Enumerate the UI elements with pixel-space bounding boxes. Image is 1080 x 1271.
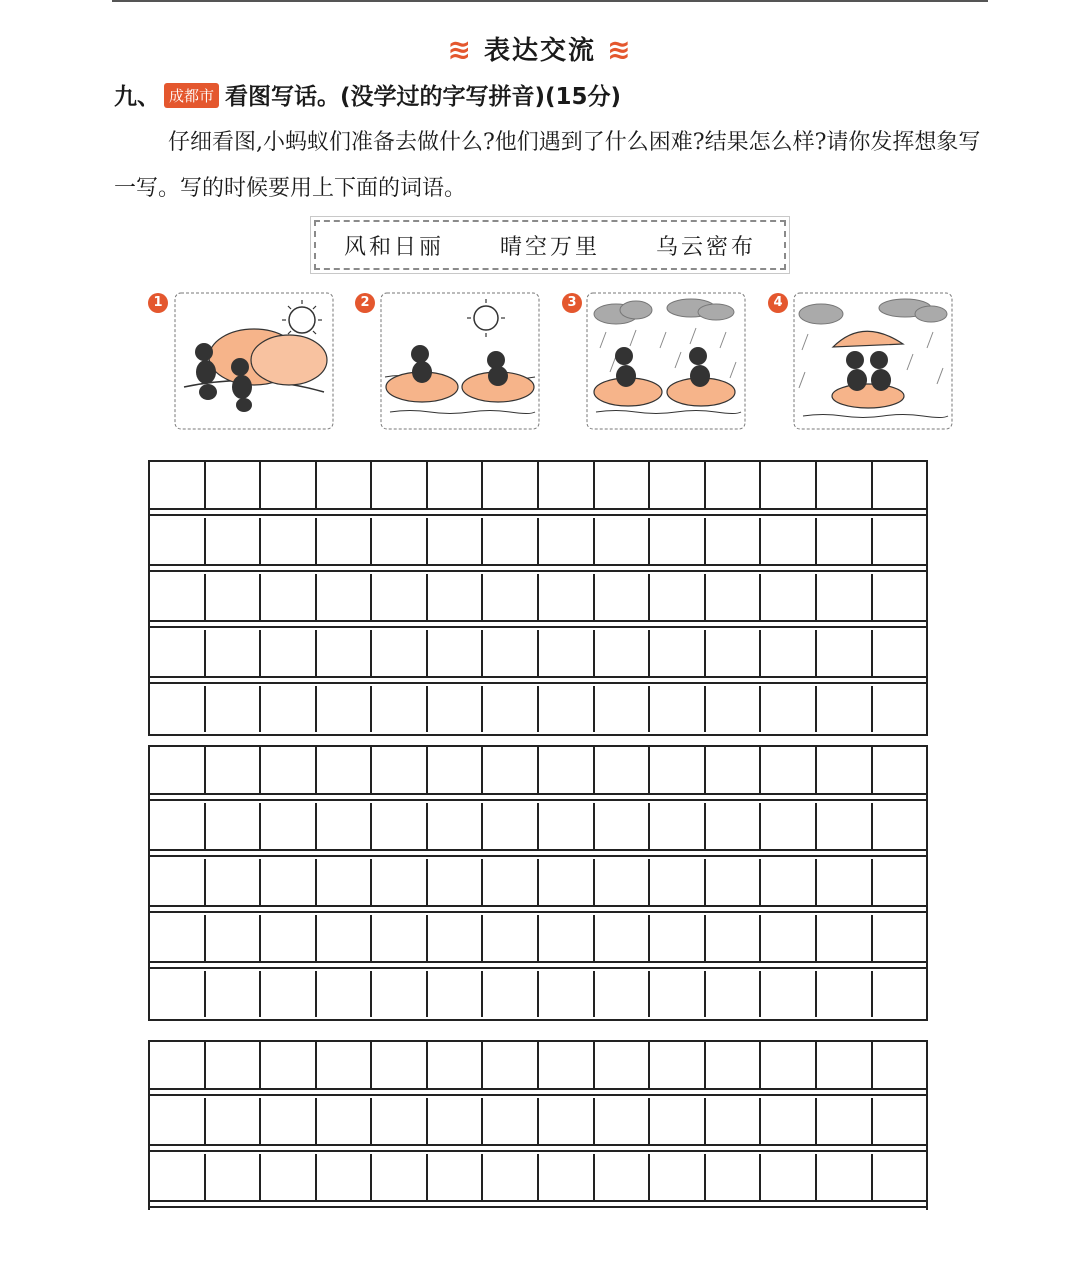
- writing-cell[interactable]: [483, 971, 539, 1017]
- writing-cell[interactable]: [150, 915, 206, 961]
- writing-cell[interactable]: [706, 915, 762, 961]
- writing-cell[interactable]: [650, 1042, 706, 1088]
- writing-cell[interactable]: [706, 859, 762, 905]
- writing-cell[interactable]: [706, 1042, 762, 1088]
- writing-cell[interactable]: [206, 686, 262, 732]
- writing-cell[interactable]: [372, 1154, 428, 1200]
- writing-cell[interactable]: [595, 859, 651, 905]
- writing-cell[interactable]: [595, 971, 651, 1017]
- writing-grid-block: [148, 460, 928, 736]
- writing-cell[interactable]: [372, 915, 428, 961]
- writing-cell[interactable]: [483, 1154, 539, 1200]
- writing-grid-row: [150, 630, 926, 676]
- writing-cell[interactable]: [539, 971, 595, 1017]
- writing-cell[interactable]: [817, 574, 873, 620]
- writing-cell[interactable]: [650, 462, 706, 508]
- row-separator: [150, 620, 926, 628]
- writing-cell[interactable]: [595, 630, 651, 676]
- row-separator: [150, 1088, 926, 1096]
- writing-cell[interactable]: [483, 518, 539, 564]
- writing-cell[interactable]: [317, 1154, 373, 1200]
- writing-cell[interactable]: [873, 915, 927, 961]
- writing-cell[interactable]: [261, 747, 317, 793]
- writing-cell[interactable]: [317, 915, 373, 961]
- writing-cell[interactable]: [317, 518, 373, 564]
- writing-cell[interactable]: [372, 630, 428, 676]
- row-separator: [150, 1144, 926, 1152]
- writing-cell[interactable]: [317, 630, 373, 676]
- row-separator: [150, 961, 926, 969]
- writing-cell[interactable]: [817, 518, 873, 564]
- writing-cell[interactable]: [428, 915, 484, 961]
- writing-cell[interactable]: [483, 747, 539, 793]
- writing-cell[interactable]: [317, 1042, 373, 1088]
- writing-cell[interactable]: [428, 859, 484, 905]
- region-badge: 成都市: [164, 83, 219, 108]
- writing-cell[interactable]: [873, 803, 927, 849]
- section-title: [0, 30, 1080, 67]
- writing-cell[interactable]: [817, 859, 873, 905]
- writing-cell[interactable]: [761, 971, 817, 1017]
- writing-cell[interactable]: [873, 686, 927, 732]
- writing-cell[interactable]: [483, 630, 539, 676]
- writing-cell[interactable]: [761, 1154, 817, 1200]
- writing-cell[interactable]: [539, 803, 595, 849]
- writing-cell[interactable]: [261, 462, 317, 508]
- writing-cell[interactable]: [206, 1098, 262, 1144]
- writing-cell[interactable]: [539, 574, 595, 620]
- writing-cell[interactable]: [595, 747, 651, 793]
- writing-grid-row: [150, 1042, 926, 1088]
- writing-cell[interactable]: [317, 1098, 373, 1144]
- writing-cell[interactable]: [317, 747, 373, 793]
- writing-cell[interactable]: [483, 574, 539, 620]
- writing-cell[interactable]: [206, 859, 262, 905]
- writing-cell[interactable]: [873, 574, 927, 620]
- writing-cell[interactable]: [150, 1042, 206, 1088]
- writing-cell[interactable]: [150, 1098, 206, 1144]
- writing-cell[interactable]: [261, 859, 317, 905]
- writing-cell[interactable]: [650, 1098, 706, 1144]
- writing-cell[interactable]: [706, 971, 762, 1017]
- writing-grid-row: [150, 747, 926, 793]
- writing-cell[interactable]: [483, 1042, 539, 1088]
- writing-cell[interactable]: [817, 1042, 873, 1088]
- writing-cell[interactable]: [761, 859, 817, 905]
- row-separator: [150, 676, 926, 684]
- writing-cell[interactable]: [650, 803, 706, 849]
- writing-cell[interactable]: [539, 1154, 595, 1200]
- picture-panel-3: [586, 292, 746, 430]
- writing-cell[interactable]: [483, 803, 539, 849]
- picture-panel-1: [174, 292, 334, 430]
- writing-cell[interactable]: [595, 1154, 651, 1200]
- writing-cell[interactable]: [206, 462, 262, 508]
- writing-cell[interactable]: [428, 630, 484, 676]
- writing-cell[interactable]: [261, 518, 317, 564]
- row-separator: [150, 564, 926, 572]
- writing-cell[interactable]: [761, 747, 817, 793]
- writing-grid-row: [150, 518, 926, 564]
- writing-cell[interactable]: [261, 1098, 317, 1144]
- writing-cell[interactable]: [706, 803, 762, 849]
- writing-cell[interactable]: [761, 462, 817, 508]
- writing-cell[interactable]: [206, 747, 262, 793]
- writing-grid-row: [150, 574, 926, 620]
- writing-grid-row: [150, 1154, 926, 1200]
- row-separator: [150, 508, 926, 516]
- writing-cell[interactable]: [428, 574, 484, 620]
- writing-cell[interactable]: [595, 574, 651, 620]
- writing-cell[interactable]: [650, 518, 706, 564]
- word-bank-item: 风和日丽: [343, 234, 444, 260]
- writing-cell[interactable]: [761, 518, 817, 564]
- writing-cell[interactable]: [706, 518, 762, 564]
- writing-cell[interactable]: [483, 915, 539, 961]
- writing-cell[interactable]: [150, 803, 206, 849]
- writing-cell[interactable]: [206, 574, 262, 620]
- writing-cell[interactable]: [372, 803, 428, 849]
- writing-cell[interactable]: [150, 462, 206, 508]
- writing-cell[interactable]: [817, 630, 873, 676]
- writing-cell[interactable]: [150, 518, 206, 564]
- writing-cell[interactable]: [650, 859, 706, 905]
- writing-grid-row: [150, 971, 926, 1017]
- writing-cell[interactable]: [595, 1098, 651, 1144]
- writing-cell[interactable]: [206, 971, 262, 1017]
- writing-cell[interactable]: [428, 518, 484, 564]
- writing-cell[interactable]: [595, 686, 651, 732]
- writing-cell[interactable]: [483, 859, 539, 905]
- word-bank: [314, 220, 786, 270]
- writing-cell[interactable]: [428, 1042, 484, 1088]
- writing-cell[interactable]: [817, 971, 873, 1017]
- writing-cell[interactable]: [372, 859, 428, 905]
- writing-cell[interactable]: [595, 803, 651, 849]
- writing-cell[interactable]: [539, 462, 595, 508]
- word-bank-item: 乌云密布: [655, 234, 756, 260]
- writing-cell[interactable]: [372, 971, 428, 1017]
- row-separator: [150, 849, 926, 857]
- writing-cell[interactable]: [261, 1042, 317, 1088]
- writing-cell[interactable]: [650, 915, 706, 961]
- question-instruction: [114, 120, 994, 212]
- writing-cell[interactable]: [761, 1098, 817, 1144]
- top-rule: [112, 0, 988, 2]
- writing-cell[interactable]: [539, 630, 595, 676]
- leaf-boat-icon: [832, 384, 904, 408]
- writing-grid-row: [150, 686, 926, 732]
- writing-cell[interactable]: [817, 747, 873, 793]
- writing-cell[interactable]: [817, 1098, 873, 1144]
- writing-cell[interactable]: [372, 574, 428, 620]
- writing-cell[interactable]: [650, 1154, 706, 1200]
- leaf-icon: [251, 335, 327, 385]
- writing-cell[interactable]: [372, 462, 428, 508]
- writing-cell[interactable]: [372, 518, 428, 564]
- row-separator: [150, 1200, 926, 1208]
- writing-cell[interactable]: [317, 686, 373, 732]
- writing-cell[interactable]: [206, 1042, 262, 1088]
- writing-cell[interactable]: [428, 1098, 484, 1144]
- writing-cell[interactable]: [761, 630, 817, 676]
- writing-cell[interactable]: [761, 1042, 817, 1088]
- question-number: 九、: [114, 84, 160, 110]
- writing-cell[interactable]: [372, 686, 428, 732]
- writing-cell[interactable]: [206, 518, 262, 564]
- writing-grid-row: [150, 803, 926, 849]
- writing-cell[interactable]: [539, 1042, 595, 1088]
- writing-cell[interactable]: [817, 686, 873, 732]
- writing-cell[interactable]: [539, 518, 595, 564]
- writing-cell[interactable]: [817, 915, 873, 961]
- writing-cell[interactable]: [261, 574, 317, 620]
- writing-cell[interactable]: [372, 747, 428, 793]
- writing-cell[interactable]: [761, 574, 817, 620]
- writing-cell[interactable]: [873, 518, 927, 564]
- panel-number: 3: [562, 293, 582, 313]
- writing-cell[interactable]: [483, 1098, 539, 1144]
- writing-grid-block: [148, 745, 928, 1021]
- writing-cell[interactable]: [261, 1154, 317, 1200]
- writing-cell[interactable]: [428, 1154, 484, 1200]
- writing-cell[interactable]: [317, 462, 373, 508]
- writing-cell[interactable]: [150, 630, 206, 676]
- writing-cell[interactable]: [817, 803, 873, 849]
- writing-cell[interactable]: [761, 915, 817, 961]
- writing-cell[interactable]: [873, 1042, 927, 1088]
- word-bank-item: 晴空万里: [499, 234, 600, 260]
- writing-grid-row: [150, 859, 926, 905]
- writing-cell[interactable]: [428, 971, 484, 1017]
- writing-cell[interactable]: [206, 1154, 262, 1200]
- writing-cell[interactable]: [873, 630, 927, 676]
- writing-cell[interactable]: [873, 747, 927, 793]
- picture-panel-2: [380, 292, 540, 430]
- writing-cell[interactable]: [650, 686, 706, 732]
- panel-number: 2: [355, 293, 375, 313]
- writing-cell[interactable]: [706, 1098, 762, 1144]
- writing-cell[interactable]: [595, 462, 651, 508]
- writing-cell[interactable]: [150, 1154, 206, 1200]
- writing-cell[interactable]: [317, 859, 373, 905]
- writing-cell[interactable]: [206, 630, 262, 676]
- writing-grid-row: [150, 1098, 926, 1144]
- writing-cell[interactable]: [817, 462, 873, 508]
- writing-cell[interactable]: [595, 518, 651, 564]
- writing-cell[interactable]: [650, 574, 706, 620]
- writing-cell[interactable]: [150, 686, 206, 732]
- writing-cell[interactable]: [150, 747, 206, 793]
- writing-cell[interactable]: [428, 747, 484, 793]
- writing-cell[interactable]: [706, 747, 762, 793]
- writing-cell[interactable]: [261, 915, 317, 961]
- writing-cell[interactable]: [261, 630, 317, 676]
- writing-cell[interactable]: [817, 1154, 873, 1200]
- writing-grid-row: [150, 915, 926, 961]
- writing-cell[interactable]: [428, 803, 484, 849]
- writing-cell[interactable]: [150, 859, 206, 905]
- instruction-text: 仔细看图,小蚂蚁们准备去做什么?他们遇到了什么困难?结果怎么样?请你发挥想象写一写。写的时候要用上下面的词语。: [114, 130, 981, 201]
- writing-cell[interactable]: [761, 803, 817, 849]
- writing-cell[interactable]: [428, 686, 484, 732]
- writing-cell[interactable]: [261, 803, 317, 849]
- writing-cell[interactable]: [150, 971, 206, 1017]
- writing-cell[interactable]: [372, 1042, 428, 1088]
- panel-number: 4: [768, 293, 788, 313]
- writing-cell[interactable]: [372, 1098, 428, 1144]
- writing-cell[interactable]: [650, 971, 706, 1017]
- writing-cell[interactable]: [539, 1098, 595, 1144]
- writing-cell[interactable]: [595, 915, 651, 961]
- writing-cell[interactable]: [650, 630, 706, 676]
- wave-icon: ≋: [447, 33, 473, 66]
- writing-cell[interactable]: [706, 574, 762, 620]
- writing-cell[interactable]: [595, 1042, 651, 1088]
- writing-grid-row: [150, 462, 926, 508]
- row-separator: [150, 793, 926, 801]
- writing-grid-block: [148, 1040, 928, 1210]
- question-heading: [114, 78, 621, 111]
- writing-cell[interactable]: [150, 574, 206, 620]
- writing-cell[interactable]: [261, 686, 317, 732]
- writing-cell[interactable]: [873, 971, 927, 1017]
- writing-cell[interactable]: [206, 915, 262, 961]
- writing-cell[interactable]: [317, 574, 373, 620]
- row-separator: [150, 905, 926, 913]
- writing-cell[interactable]: [483, 462, 539, 508]
- writing-cell[interactable]: [873, 462, 927, 508]
- writing-cell[interactable]: [428, 462, 484, 508]
- writing-cell[interactable]: [706, 1154, 762, 1200]
- writing-cell[interactable]: [539, 859, 595, 905]
- writing-cell[interactable]: [261, 971, 317, 1017]
- writing-cell[interactable]: [650, 747, 706, 793]
- writing-cell[interactable]: [539, 686, 595, 732]
- section-title-text: 表达交流: [483, 36, 596, 66]
- writing-cell[interactable]: [317, 803, 373, 849]
- writing-cell[interactable]: [539, 747, 595, 793]
- writing-cell[interactable]: [761, 686, 817, 732]
- picture-panel-4: [793, 292, 953, 430]
- writing-cell[interactable]: [706, 630, 762, 676]
- writing-cell[interactable]: [539, 915, 595, 961]
- writing-cell[interactable]: [706, 686, 762, 732]
- panel-number: 1: [148, 293, 168, 313]
- question-title: 看图写话。(没学过的字写拼音)(15分): [225, 84, 622, 110]
- writing-cell[interactable]: [706, 462, 762, 508]
- writing-cell[interactable]: [873, 1154, 927, 1200]
- writing-cell[interactable]: [873, 859, 927, 905]
- writing-cell[interactable]: [206, 803, 262, 849]
- writing-cell[interactable]: [873, 1098, 927, 1144]
- writing-cell[interactable]: [483, 686, 539, 732]
- wave-icon: ≋: [607, 33, 633, 66]
- writing-cell[interactable]: [317, 971, 373, 1017]
